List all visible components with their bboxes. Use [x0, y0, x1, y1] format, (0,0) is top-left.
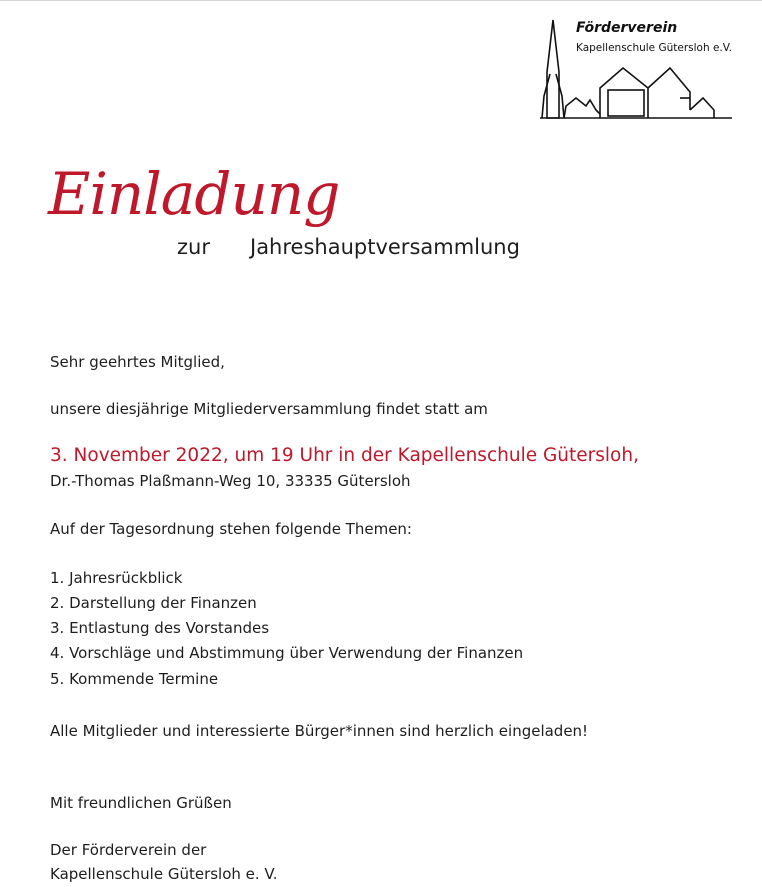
subtitle-prefix: zur: [177, 235, 210, 259]
agenda-item: 4. Vorschläge und Abstimmung über Verwendung der Finanzen: [50, 644, 524, 662]
logo-title: Förderverein: [576, 20, 678, 36]
salutation: Sehr geehrtes Mitglied,: [50, 353, 225, 371]
signature-line-2: Kapellenschule Gütersloh e. V.: [50, 865, 278, 883]
agenda-intro: Auf der Tagesordnung stehen folgende Themen:: [50, 520, 412, 538]
subtitle: Jahreshauptversammlung: [250, 235, 520, 259]
logo: [540, 14, 740, 124]
invitation-text: Alle Mitglieder und interessierte Bürger*innen sind herzlich eingeladen!: [50, 722, 589, 740]
event-address: Dr.-Thomas Plaßmann-Weg 10, 33335 Gütersloh: [50, 472, 411, 490]
agenda-item: 5. Kommende Termine: [50, 670, 219, 688]
top-border: [0, 0, 762, 1]
event-date-place: 3. November 2022, um 19 Uhr in der Kapellenschule Gütersloh,: [50, 445, 639, 466]
closing: Mit freundlichen Grüßen: [50, 794, 232, 812]
agenda-item: 1. Jahresrückblick: [50, 569, 183, 587]
agenda-item: 3. Entlastung des Vorstandes: [50, 619, 270, 637]
agenda-item: 2. Darstellung der Finanzen: [50, 594, 257, 612]
invitation-title: Einladung: [48, 160, 340, 228]
logo-subtitle: Kapellenschule Gütersloh e.V.: [576, 42, 732, 54]
intro-text: unsere diesjährige Mitgliederversammlung findet statt am: [50, 400, 488, 418]
signature-line-1: Der Förderverein der: [50, 841, 207, 859]
